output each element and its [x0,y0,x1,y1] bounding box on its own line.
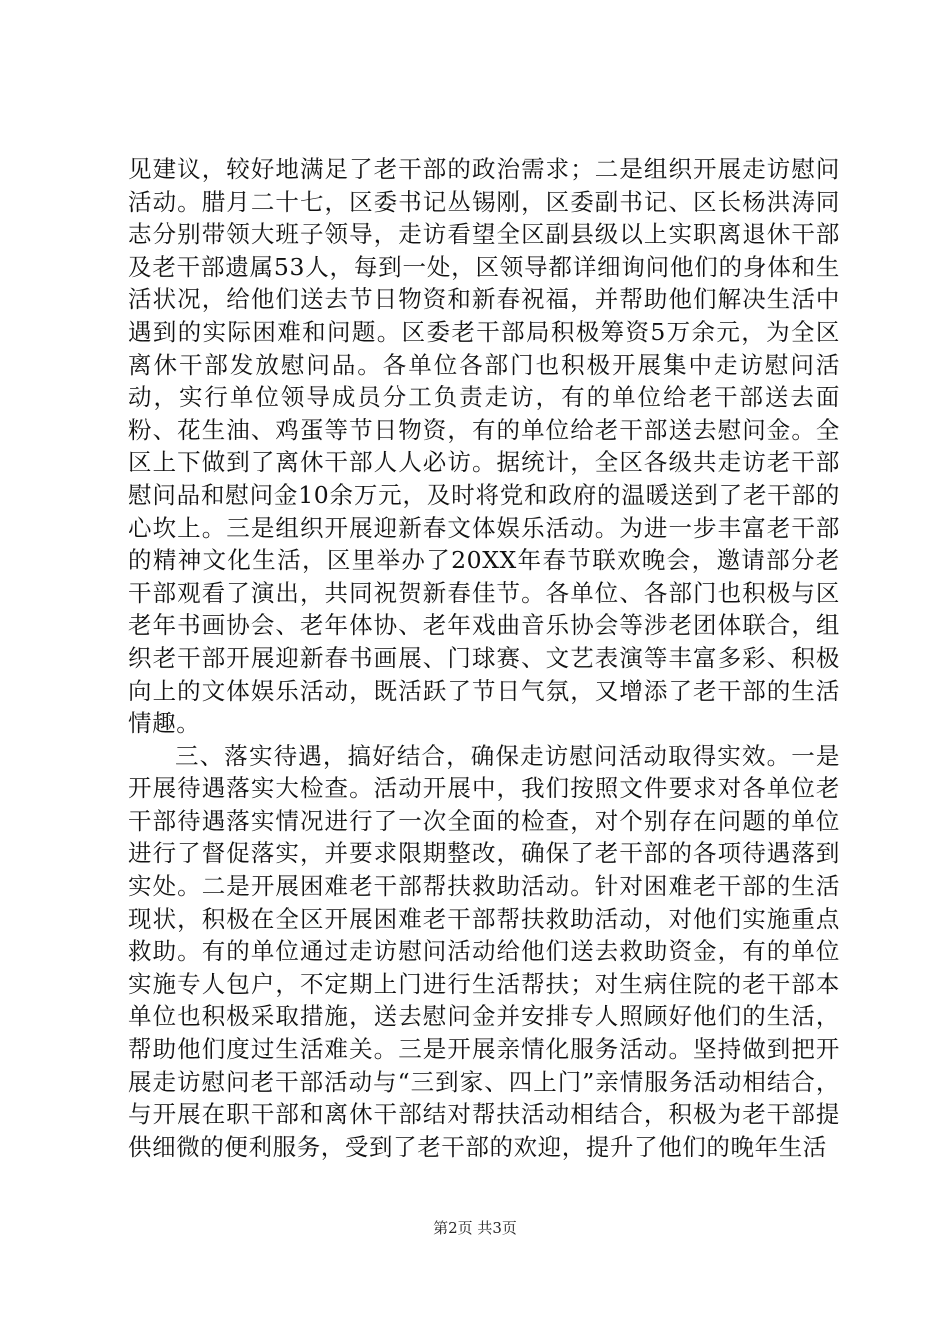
document-body [128,153,840,1163]
paragraph-2: 三、落实待遇，搞好结合，确保走访慰问活动取得实效。一是开展待遇落实大检查。活动开展中，我们按照文件要求对各单位老干部待遇落实情况进行了一次全面的检查，对个别存在问题的单位进行了督促落实，并要求限期整改，确保了老干部的各项待遇落到实处。二是开展困难老干部帮扶救助活动。针对困难老干部的生活现状，积极在全区开展困难老干部帮扶救助活动，对他们实施重点救助。有的单位通过走访慰问活动给他们送去救助资金，有的单位实施专人包户，不定期上门进行生活帮扶；对生病住院的老干部本单位也积极采取措施，送去慰问金并安排专人照顾好他们的生活，帮助他们度过生活难关。三是开展亲情化服务活动。坚持做到把开展走访慰问老干部活动与“三到家、四上门”亲情服务活动相结合，与开展在职干部和离休干部结对帮扶活动相结合，积极为老干部提供细微的便利服务，受到了老干部的欢迎，提升了他们的晚年生活 [128,741,840,1161]
paragraph-1: 见建议，较好地满足了老干部的政治需求；二是组织开展走访慰问活动。腊月二十七，区委书记丛锡刚，区委副书记、区长杨洪涛同志分别带领大班子领导，走访看望全区副县级以上实职离退休干部及老干部遗属53人，每到一处，区领导都详细询问他们的身体和生活状况，给他们送去节日物资和新春祝福，并帮助他们解决生活中遇到的实际困难和问题。区委老干部局积极筹资5万余元，为全区离休干部发放慰问品。各单位各部门也积极开展集中走访慰问活动，实行单位领导成员分工负责走访，有的单位给老干部送去面粉、花生油、鸡蛋等节日物资，有的单位给老干部送去慰问金。全区上下做到了离休干部人人必访。据统计，全区各级共走访老干部慰问品和慰问金10余万元，及时将党和政府的温暖送到了老干部的心坎上。三是组织开展迎新春文体娱乐活动。为进一步丰富老干部的精神文化生活，区里举办了20XX年春节联欢晚会，邀请部分老干部观看了演出，共同祝贺新春佳节。各单位、各部门也积极与区老年书画协会、老年体协、老年戏曲音乐协会等涉老团体联合，组织老干部开展迎新春书画展、门球赛、文艺表演等丰富多彩、积极向上的文体娱乐活动，既活跃了节日气氛，又增添了老干部的生活情趣。 [128,155,840,738]
page-footer: 第2页 共3页 [433,1219,517,1237]
